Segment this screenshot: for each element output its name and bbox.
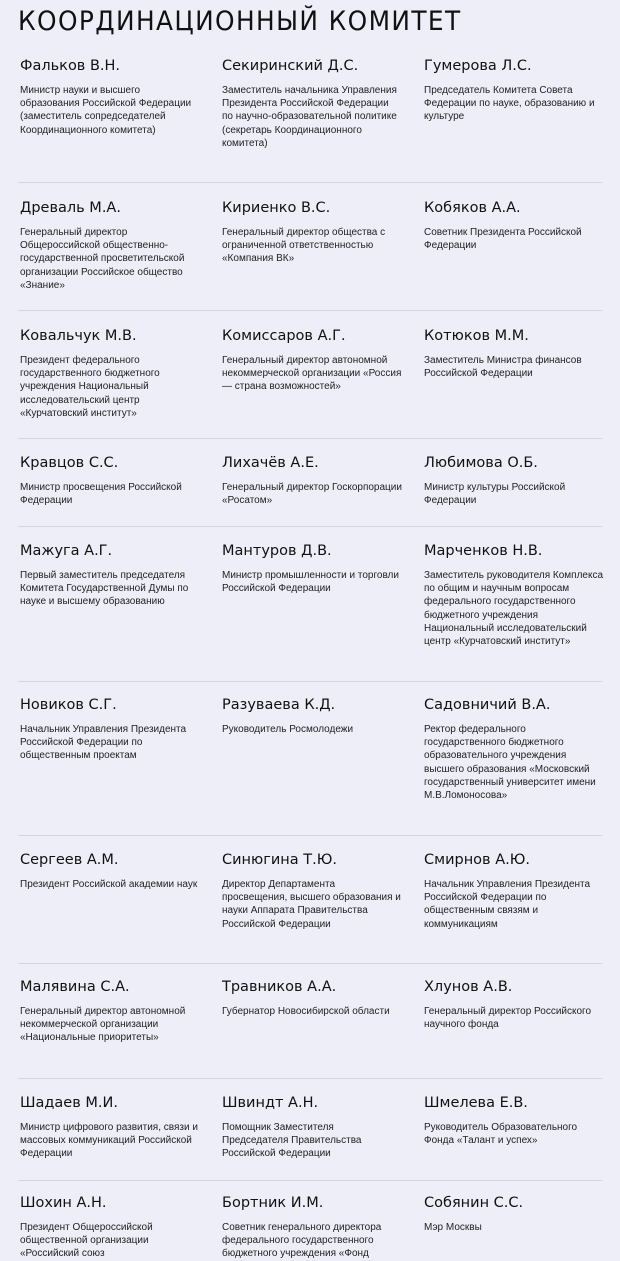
member-name: Шмелева Е.В.: [424, 1095, 528, 1111]
member-name: Смирнов А.Ю.: [424, 852, 530, 868]
member-name: Травников А.А.: [222, 979, 337, 995]
member-role: Министр просвещения Российской Федерации: [20, 482, 182, 507]
member-card: [222, 1095, 402, 1161]
member-role: Заместитель начальника Управления Президента Российской Федерации по научно-образовательной политике (секретарь Координационного комитета): [222, 85, 397, 149]
member-card: [424, 328, 604, 380]
member-card: [20, 697, 200, 763]
member-role: Помощник Заместителя Председателя Правительства Российской Федерации: [222, 1122, 362, 1160]
member-role: Заместитель Министра финансов Российской Федерации: [424, 355, 582, 380]
member-card: [424, 200, 604, 252]
member-card: [222, 979, 402, 1018]
member-role: Руководитель Росмолодежи: [222, 724, 354, 735]
member-role: Генеральный директор общества с ограниченной ответственностью «Компания ВК»: [222, 227, 386, 265]
row-divider: [18, 438, 602, 439]
member-name: Малявина С.А.: [20, 979, 130, 995]
member-card: [222, 852, 402, 931]
row-divider: [18, 963, 602, 964]
member-name: Фальков В.Н.: [20, 58, 121, 74]
member-card: [222, 1195, 402, 1261]
member-name: Гумерова Л.С.: [424, 58, 532, 74]
member-name: Новиков С.Г.: [20, 697, 117, 713]
member-role: Начальник Управления Президента Российской Федерации по общественным проектам: [20, 724, 187, 762]
member-role: Генеральный директор Госкорпорации «Росатом»: [222, 482, 402, 507]
page-title: КООРДИНАЦИОННЫЙ КОМИТЕТ: [18, 6, 462, 37]
member-role: Советник генерального директора федерального государственного бюджетного учреждения «Фонд: [222, 1222, 382, 1260]
member-name: Кириенко В.С.: [222, 200, 331, 216]
member-card: [222, 58, 402, 150]
row-divider: [18, 681, 602, 682]
row-divider: [18, 310, 602, 311]
member-card: [20, 543, 200, 609]
member-name: Шохин А.Н.: [20, 1195, 107, 1211]
member-name: Любимова О.Б.: [424, 455, 538, 471]
member-card: [20, 328, 200, 420]
member-name: Секиринский Д.С.: [222, 58, 359, 74]
member-role: Президент федерального государственного бюджетного учреждения Национальный исследовательский центр «Курчатовский институт»: [20, 355, 160, 419]
member-name: Древаль М.А.: [20, 200, 121, 216]
member-name: Разуваева К.Д.: [222, 697, 336, 713]
member-card: [222, 328, 402, 394]
member-role: Генеральный директор Общероссийской общественно-государственной просветительской организации Российское общество «Знание»: [20, 227, 185, 291]
member-card: [424, 455, 604, 507]
member-role: Министр цифрового развития, связи и массовых коммуникаций Российской Федерации: [20, 1122, 198, 1160]
member-name: Котюков М.М.: [424, 328, 529, 344]
member-card: [424, 852, 604, 931]
member-role: Генеральный директор автономной некоммерческой организации «Россия — страна возможностей»: [222, 355, 402, 393]
member-card: [424, 1095, 604, 1147]
member-card: [222, 200, 402, 266]
member-role: Ректор федерального государственного бюджетного образовательного учреждения высшего образования «Московский государственный университет имени М.В.Ломоносова»: [424, 724, 596, 802]
member-name: Хлунов А.В.: [424, 979, 513, 995]
member-card: [20, 979, 200, 1045]
member-card: [424, 1195, 604, 1234]
member-role: Первый заместитель председателя Комитета Государственной Думы по науке и высшему образованию: [20, 570, 189, 608]
row-divider: [18, 835, 602, 836]
member-card: [424, 58, 604, 124]
member-role: Заместитель руководителя Комплекса по общим и научным вопросам федерального государственного бюджетного учреждения Национальный исследовательский центр «Курчатовский институт»: [424, 570, 604, 648]
member-role: Министр промышленности и торговли Российской Федерации: [222, 570, 399, 595]
member-card: [20, 200, 200, 292]
member-card: [20, 58, 200, 137]
member-card: [222, 543, 402, 595]
member-role: Председатель Комитета Совета Федерации по науке, образованию и культуре: [424, 85, 595, 123]
member-name: Комиссаров А.Г.: [222, 328, 346, 344]
member-name: Мажуга А.Г.: [20, 543, 113, 559]
member-name: Лихачёв А.Е.: [222, 455, 319, 471]
member-role: Губернатор Новосибирской области: [222, 1006, 390, 1017]
member-card: [20, 852, 200, 891]
member-role: Руководитель Образовательного Фонда «Талант и успех»: [424, 1122, 578, 1147]
member-card: [20, 1195, 200, 1261]
member-role: Директор Департамента просвещения, высшего образования и науки Аппарата Правительства Российской Федерации: [222, 879, 401, 930]
member-card: [222, 697, 402, 736]
member-name: Шадаев М.И.: [20, 1095, 118, 1111]
member-name: Ковальчук М.В.: [20, 328, 137, 344]
member-card: [424, 697, 604, 802]
member-card: [424, 979, 604, 1031]
member-card: [222, 455, 402, 507]
member-name: Мантуров Д.В.: [222, 543, 332, 559]
member-name: Синюгина Т.Ю.: [222, 852, 337, 868]
member-role: Министр культуры Российской Федерации: [424, 482, 566, 507]
member-role: Начальник Управления Президента Российской Федерации по общественным связям и коммуникациям: [424, 879, 591, 930]
row-divider: [18, 1078, 602, 1079]
member-role: Мэр Москвы: [424, 1222, 482, 1233]
member-name: Швиндт А.Н.: [222, 1095, 319, 1111]
row-divider: [18, 182, 602, 183]
row-divider: [18, 1180, 602, 1181]
member-name: Сергеев А.М.: [20, 852, 119, 868]
member-role: Министр науки и высшего образования Российской Федерации (заместитель сопредседателей Координационного комитета): [20, 85, 192, 136]
member-name: Собянин С.С.: [424, 1195, 524, 1211]
member-name: Марченков Н.В.: [424, 543, 543, 559]
member-name: Бортник И.М.: [222, 1195, 324, 1211]
member-name: Кравцов С.С.: [20, 455, 119, 471]
member-name: Кобяков А.А.: [424, 200, 521, 216]
member-role: Президент Общероссийской общественной организации «Российский союз: [20, 1222, 153, 1260]
member-card: [20, 455, 200, 507]
member-role: Президент Российской академии наук: [20, 879, 198, 890]
member-role: Советник Президента Российской Федерации: [424, 227, 582, 252]
member-card: [424, 543, 604, 648]
row-divider: [18, 526, 602, 527]
member-card: [20, 1095, 200, 1161]
member-name: Садовничий В.А.: [424, 697, 551, 713]
member-role: Генеральный директор Российского научного фонда: [424, 1006, 592, 1031]
member-role: Генеральный директор автономной некоммерческой организации «Национальные приоритеты»: [20, 1006, 186, 1044]
